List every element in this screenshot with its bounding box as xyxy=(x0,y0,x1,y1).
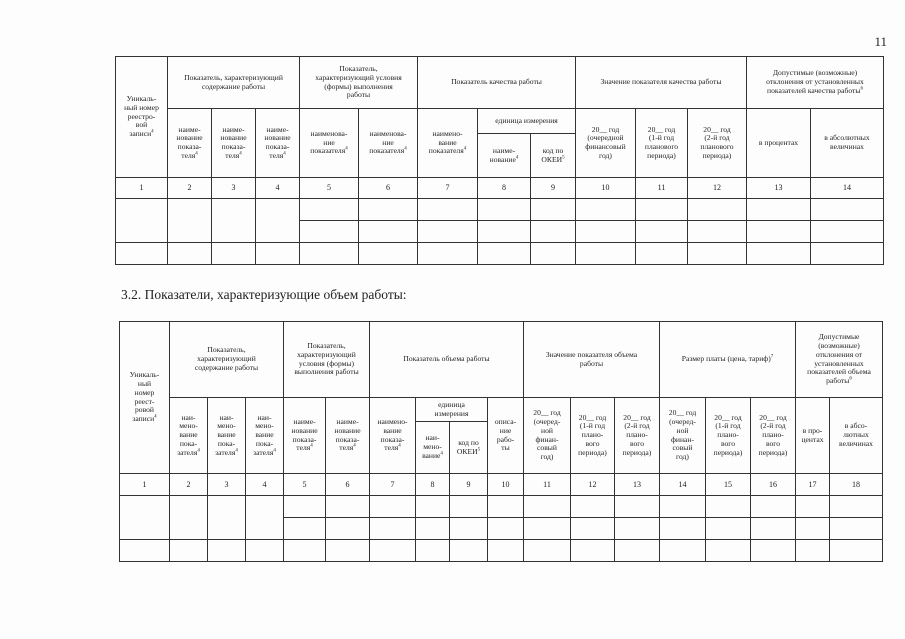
header-unit-name: наиме- нование$^4$ xyxy=(478,134,531,178)
header-content-name-3: наи- мено- вание пока- зателя$^4$ xyxy=(246,398,284,474)
table-row xyxy=(120,540,883,562)
column-number-row: 1 2 3 4 5 6 7 8 9 10 11 12 13 14 15 16 17 18 xyxy=(120,474,883,496)
header-quality-name: наимено- вание показателя$^4$ xyxy=(418,109,478,178)
section-title: 3.2. Показатели, характеризующие объем работы: xyxy=(121,287,407,302)
header-year-2: 20__ год (1-й год планового периода) xyxy=(636,109,688,178)
header-content-name-2: наи- мено- вание пока- зателя$^4$ xyxy=(208,398,246,474)
header-fee-year-3: 20__ год (2-й год плано- вого периода) xyxy=(751,398,796,474)
header-content-group: Показатель, характеризующий содержание работы xyxy=(170,322,284,398)
page-number: 11 xyxy=(874,34,887,49)
table-row xyxy=(120,496,883,518)
header-volume-year-1: 20__ год (очеред- ной финан- совый год) xyxy=(524,398,571,474)
header-unit: единица измерения xyxy=(478,109,576,134)
table-row xyxy=(116,199,884,221)
header-fee: Размер платы (цена, тариф)$^7$ xyxy=(660,322,796,398)
header-volume-name: наимено- вание показа- теля$^4$ xyxy=(370,398,416,474)
header-absolute: в абсо- лютных величинах xyxy=(830,398,883,474)
header-volume-year-3: 20__ год (2-й год плано- вого периода) xyxy=(615,398,660,474)
header-condition-name-2: наименова- ние показателя$^4$ xyxy=(359,109,418,178)
header-fee-year-2: 20__ год (1-й год плано- вого периода) xyxy=(706,398,751,474)
header-quality-indicator: Показатель качества работы xyxy=(418,57,576,109)
header-condition-name-1: наименова- ние показателя$^4$ xyxy=(300,109,359,178)
header-absolute: в абсолютных величинах xyxy=(811,109,884,178)
column-number-row: 1 2 3 4 5 6 7 8 9 10 11 12 13 14 xyxy=(116,178,884,199)
header-unit-name: наи- мено- вание$^4$ xyxy=(416,422,450,474)
header-condition-name-1: наиме- нование показа- теля$^4$ xyxy=(284,398,326,474)
header-okei: код по ОКЕИ$^5$ xyxy=(531,134,576,178)
header-content-name-3: наиме- нование показа- теля$^4$ xyxy=(256,109,300,178)
header-year-3: 20__ год (2-й год планового периода) xyxy=(688,109,747,178)
volume-indicators-table xyxy=(119,321,883,562)
header-percent: в процентах xyxy=(747,109,811,178)
header-unique-number: Уникаль- ный номер реест- ровой записи$^4$ xyxy=(120,322,170,474)
header-okei: код по ОКЕИ$^5$ xyxy=(450,422,488,474)
header-unit: единица измерения xyxy=(416,398,488,422)
table-row xyxy=(116,243,884,265)
header-year-1: 20__ год (очередной финансовый год) xyxy=(576,109,636,178)
quality-indicators-table xyxy=(115,56,884,265)
header-condition-name-2: наиме- нование показа- теля$^4$ xyxy=(326,398,370,474)
header-description: описа- ние рабо- ты xyxy=(488,398,524,474)
header-conditions-group: Показатель, характеризующий условия (формы) выполнения работы xyxy=(300,57,418,109)
header-volume-value: Значение показателя объема работы xyxy=(524,322,660,398)
header-percent: в про- центах xyxy=(796,398,830,474)
header-unique-number: Уникаль- ный номер реестро- вой записи$^4$ xyxy=(116,57,168,178)
header-conditions-group: Показатель, характеризующий условия (формы) выполнения работы xyxy=(284,322,370,398)
header-fee-year-1: 20__ год (очеред- ной финан- совый год) xyxy=(660,398,706,474)
header-content-name-2: наиме- нование показа- теля$^4$ xyxy=(212,109,256,178)
header-content-group: Показатель, характеризующий содержание работы xyxy=(168,57,300,109)
header-deviation: Допустимые (возможные) отклонения от установленных показателей объема работы$^6$ xyxy=(796,322,883,398)
header-volume-indicator: Показатель объема работы xyxy=(370,322,524,398)
header-content-name-1: наи- мено- вание пока- зателя$^4$ xyxy=(170,398,208,474)
header-deviation: Допустимые (возможные) отклонения от установленных показателей качества работы$^6$ xyxy=(747,57,884,109)
header-quality-value: Значение показателя качества работы xyxy=(576,57,747,109)
header-volume-year-2: 20__ год (1-й год плано- вого периода) xyxy=(571,398,615,474)
header-content-name-1: наиме- нование показа- теля$^4$ xyxy=(168,109,212,178)
